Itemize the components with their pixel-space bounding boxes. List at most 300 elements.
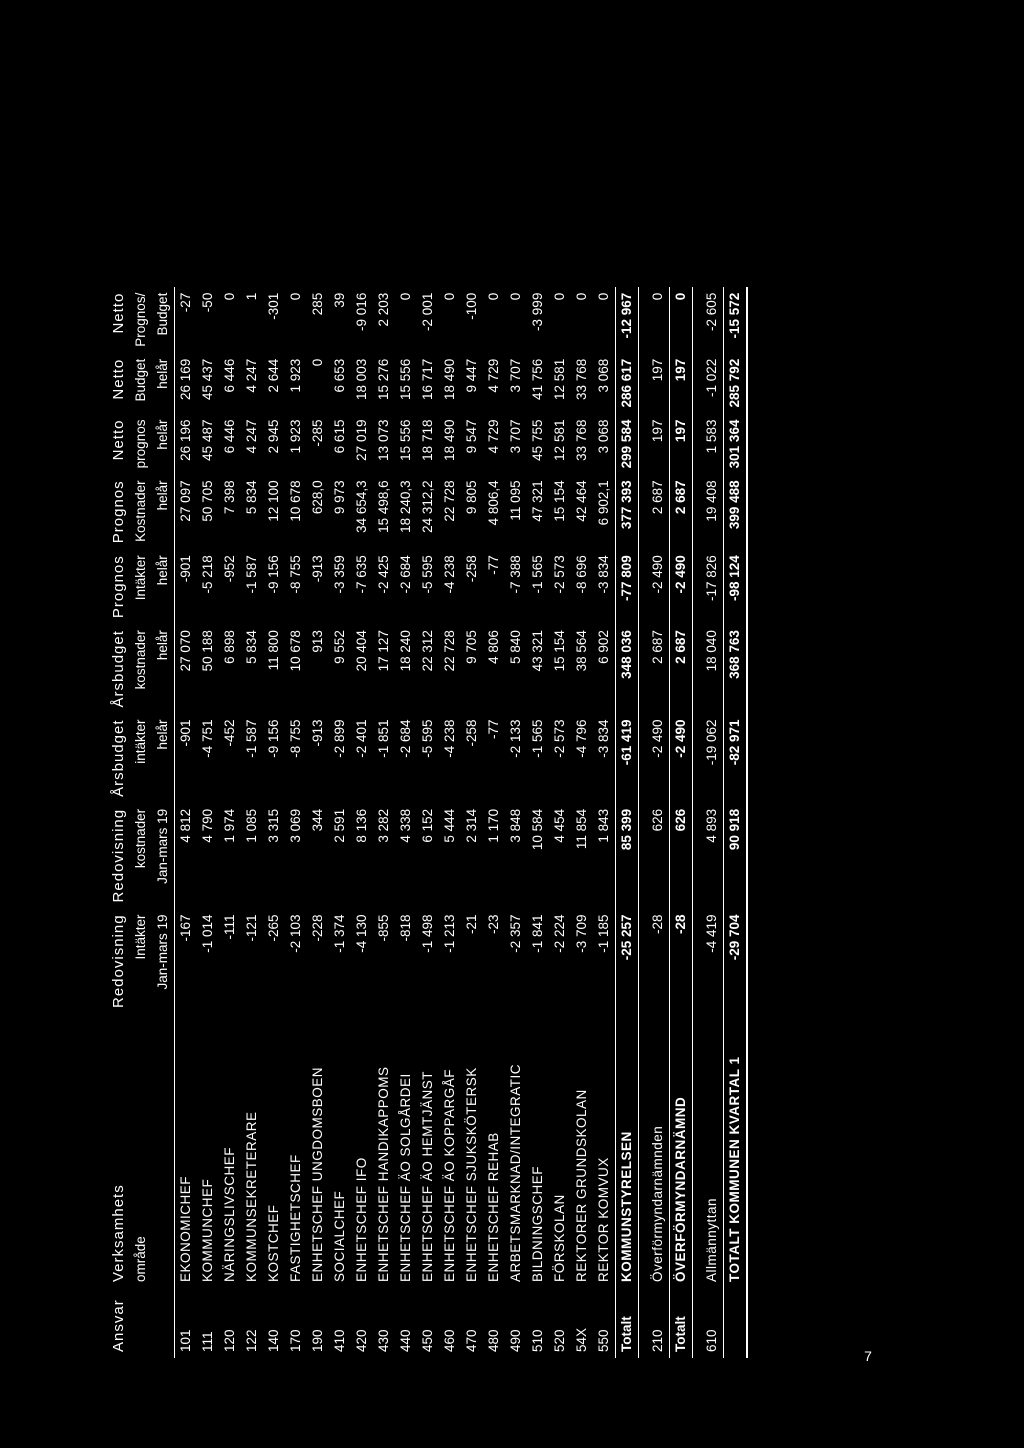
table-row — [241, 287, 263, 1358]
total-row — [670, 287, 693, 1358]
value-cell: -111 — [222, 914, 237, 940]
value-cell: -27 — [178, 292, 193, 313]
value-cell: 50 188 — [200, 630, 215, 672]
value-cell: 3 068 — [596, 419, 611, 454]
value-cell: -2 425 — [376, 555, 391, 594]
value-cell: 2 687 — [650, 630, 665, 664]
value-cell: 4 790 — [200, 808, 215, 843]
ansvar-code: 610 — [704, 1329, 719, 1352]
ansvar-code: 410 — [332, 1329, 347, 1352]
ansvar-code: 210 — [650, 1329, 665, 1352]
value-cell: 42 464 — [574, 480, 589, 522]
ansvar-code: 170 — [288, 1329, 303, 1352]
value-cell: -77 — [486, 719, 501, 739]
ansvar-code: Totalt — [670, 1288, 693, 1358]
value-cell: 13 073 — [376, 419, 391, 461]
value-cell: 3 069 — [288, 808, 303, 843]
verksamhet-name: KOMMUNSEKRETERARE — [244, 1111, 259, 1282]
value-cell: 26 169 — [178, 358, 193, 401]
value-cell: 27 097 — [178, 480, 193, 522]
value-cell: 0 — [288, 292, 303, 301]
value-cell: -28 — [650, 914, 665, 934]
value-cell: 1 085 — [244, 808, 259, 843]
value-cell: 39 — [332, 292, 347, 308]
value-cell: -1 014 — [200, 914, 215, 953]
value-cell: 9 547 — [464, 419, 479, 454]
ansvar-code: 140 — [266, 1329, 281, 1352]
value-cell: -2 103 — [288, 914, 303, 953]
value-cell: 0 — [596, 292, 611, 301]
value-cell: 19 408 — [704, 480, 719, 522]
ansvar-code: 122 — [244, 1329, 259, 1352]
value-cell: 4 247 — [244, 358, 259, 393]
rotated-report-sheet — [0, 46, 940, 1436]
budget-report-table — [108, 287, 748, 1358]
verksamhet-name: FÖRSKOLAN — [552, 1194, 567, 1282]
table-row — [439, 287, 461, 1358]
value-cell: 285 — [310, 292, 325, 316]
value-cell: 6 902 — [596, 630, 611, 664]
value-cell: 285 792 — [724, 353, 748, 414]
verksamhet-name: ARBETSMARKNAD/INTEGRATIC — [508, 1063, 523, 1282]
value-cell: 4 247 — [244, 419, 259, 454]
value-cell: 7 398 — [222, 480, 237, 515]
value-cell: 0 — [398, 292, 413, 301]
value-cell: -1 213 — [442, 914, 457, 953]
value-cell: 24 312,2 — [420, 480, 435, 533]
value-cell: 2 591 — [332, 808, 347, 843]
value-cell: 6 902,1 — [596, 480, 611, 526]
value-cell: 18 490 — [442, 419, 457, 461]
value-cell: 4 729 — [486, 358, 501, 393]
value-cell: 18 040 — [704, 630, 719, 672]
verksamhet-name: ENHETSCHEF ÄO KOPPARGÅF — [442, 1068, 457, 1282]
spacer-row — [693, 287, 702, 1358]
value-cell: -4 419 — [704, 914, 719, 953]
value-cell: 399 488 — [724, 474, 748, 549]
value-cell: -25 257 — [616, 908, 639, 1014]
value-cell: -21 — [464, 914, 479, 934]
value-cell: 3 707 — [508, 358, 523, 393]
header-col-7-l1: Netto — [110, 419, 127, 461]
value-cell: 6 653 — [332, 358, 347, 393]
verksamhet-name: ENHETSCHEF HANDIKAPPOMS — [376, 1066, 391, 1282]
verksamhet-name: NÄRINGSLIVSCHEF — [222, 1146, 237, 1282]
verksamhet-name: KOSTCHEF — [266, 1204, 281, 1282]
value-cell: -4 238 — [442, 719, 457, 758]
table-row — [417, 287, 439, 1358]
value-cell: 12 581 — [552, 419, 567, 461]
ansvar-code: 190 — [310, 1329, 325, 1352]
value-cell: 4 806,4 — [486, 480, 501, 526]
verksamhet-name: ENHETSCHEF IFO — [354, 1157, 369, 1282]
table-row — [351, 287, 373, 1358]
header-row-3 — [152, 287, 175, 1358]
value-cell: -5 595 — [420, 555, 435, 594]
header-col-8-l2: Budget — [133, 358, 148, 402]
value-cell: -50 — [200, 292, 215, 313]
value-cell: 8 136 — [354, 808, 369, 843]
value-cell: 33 768 — [574, 358, 589, 401]
value-cell: -901 — [178, 719, 193, 747]
value-cell: -77 809 — [616, 549, 639, 624]
header-col-6-l3: helår — [152, 474, 175, 549]
value-cell: 34 654,3 — [354, 480, 369, 533]
value-cell: -258 — [464, 719, 479, 747]
header-col-8-l3: helår — [152, 353, 175, 414]
value-cell: 368 763 — [724, 624, 748, 713]
value-cell: -8 755 — [288, 719, 303, 758]
ansvar-code: 440 — [398, 1329, 413, 1352]
value-cell: 45 487 — [200, 419, 215, 461]
value-cell: -3 834 — [596, 719, 611, 758]
value-cell: 626 — [650, 808, 665, 832]
value-cell: 18 240,3 — [398, 480, 413, 533]
table-row — [219, 287, 241, 1358]
value-cell: 18 718 — [420, 419, 435, 461]
value-cell: -258 — [464, 555, 479, 583]
value-cell: -15 572 — [724, 287, 748, 353]
value-cell: -2 899 — [332, 719, 347, 758]
verksamhet-name: ENHETSCHEF ÄO HEMTJÄNST — [420, 1070, 435, 1282]
value-cell: 15 154 — [552, 630, 567, 672]
header-ansvar: Ansvar — [110, 1299, 127, 1352]
value-cell: 286 617 — [616, 353, 639, 414]
verksamhet-name: SOCIALCHEF — [332, 1190, 347, 1282]
table-row — [285, 287, 307, 1358]
value-cell: 0 — [552, 292, 567, 301]
table-row — [549, 287, 571, 1358]
value-cell: -2 684 — [398, 719, 413, 758]
ansvar-code: 111 — [200, 1331, 215, 1352]
ansvar-code: 520 — [552, 1329, 567, 1352]
value-cell: -8 755 — [288, 555, 303, 594]
value-cell: 18 490 — [442, 358, 457, 401]
value-cell: 18 240 — [398, 630, 413, 672]
value-cell: 1 — [244, 292, 259, 301]
value-cell: 22 312 — [420, 630, 435, 672]
ansvar-code: 480 — [486, 1329, 501, 1352]
value-cell: -5 595 — [420, 719, 435, 758]
value-cell: -3 834 — [596, 555, 611, 594]
value-cell: -2 684 — [398, 555, 413, 594]
table-row — [175, 287, 198, 1358]
value-cell: 348 036 — [616, 624, 639, 713]
value-cell: -1 185 — [596, 914, 611, 953]
value-cell: 4 729 — [486, 419, 501, 454]
value-cell: -265 — [266, 914, 281, 942]
value-cell: 6 615 — [332, 419, 347, 454]
table-body — [175, 287, 748, 1358]
value-cell: 18 003 — [354, 358, 369, 401]
ansvar-code: 470 — [464, 1329, 479, 1352]
value-cell: 0 — [486, 292, 501, 301]
value-cell: -3 709 — [574, 914, 589, 953]
value-cell: -12 967 — [616, 287, 639, 353]
value-cell: 0 — [650, 292, 665, 301]
verksamhet-name: REKTOR KOMVUX — [596, 1157, 611, 1282]
value-cell: 3 068 — [596, 358, 611, 393]
verksamhet-name: ENHETSCHEF ÄO SOLGÅRDEI — [398, 1073, 413, 1282]
header-col-8-l1: Netto — [110, 358, 127, 400]
verksamhet-name: KOMMUNCHEF — [200, 1178, 215, 1282]
value-cell: -1 587 — [244, 719, 259, 758]
value-cell: -98 124 — [724, 549, 748, 624]
value-cell: 10 678 — [288, 480, 303, 522]
value-cell: 15 556 — [398, 419, 413, 461]
value-cell: 4 812 — [178, 808, 193, 843]
table-row — [329, 287, 351, 1358]
value-cell: 377 393 — [616, 474, 639, 549]
ansvar-code: 54X — [574, 1327, 589, 1352]
value-cell: -9 156 — [266, 719, 281, 758]
header-col-6-l2: Kostnader — [133, 480, 148, 542]
header-verksamhet: Verksamhets — [110, 1184, 127, 1282]
value-cell: 6 446 — [222, 419, 237, 454]
table-row — [373, 287, 395, 1358]
ansvar-code: 510 — [530, 1329, 545, 1352]
table-row — [647, 287, 670, 1358]
value-cell: -2 224 — [552, 914, 567, 953]
value-cell: -2 133 — [508, 719, 523, 758]
verksamhet-name: ENHETSCHEF REHAB — [486, 1132, 501, 1282]
value-cell: 3 707 — [508, 419, 523, 454]
ansvar-code: 420 — [354, 1329, 369, 1352]
value-cell: 5 444 — [442, 808, 457, 843]
value-cell: -77 — [486, 555, 501, 575]
value-cell: -1 851 — [376, 719, 391, 758]
value-cell: 6 898 — [222, 630, 237, 664]
verksamhet-name: ENHETSCHEF UNGDOMSBOEN — [310, 1066, 325, 1282]
value-cell: -61 419 — [616, 713, 639, 802]
header-col-4-l2: kostnader — [133, 630, 148, 690]
value-cell: -452 — [222, 719, 237, 747]
ansvar-code: 550 — [596, 1329, 611, 1352]
value-cell: 0 — [508, 292, 523, 301]
value-cell: 90 918 — [724, 803, 748, 909]
verksamhet-name: Överförmyndarnämnden — [650, 1125, 665, 1282]
value-cell: -1 374 — [332, 914, 347, 953]
ansvar-code: 490 — [508, 1329, 523, 1352]
value-cell: -2 573 — [552, 719, 567, 758]
ansvar-code: 430 — [376, 1329, 391, 1352]
value-cell: -1 565 — [530, 555, 545, 594]
value-cell: 197 — [650, 358, 665, 382]
value-cell: 2 644 — [266, 358, 281, 393]
value-cell: 4 806 — [486, 630, 501, 664]
value-cell: -2 490 — [650, 555, 665, 594]
value-cell: 10 678 — [288, 630, 303, 672]
value-cell: 9 705 — [464, 630, 479, 664]
ansvar-code — [724, 1288, 748, 1358]
value-cell: -913 — [310, 555, 325, 583]
ansvar-code: 101 — [178, 1329, 193, 1352]
value-cell: 15 276 — [376, 358, 391, 401]
value-cell: 3 282 — [376, 808, 391, 843]
value-cell: 5 834 — [244, 630, 259, 664]
value-cell: 197 — [650, 419, 665, 443]
value-cell: -2 490 — [670, 549, 693, 624]
verksamhet-name: ENHETSCHEF SJUKSKÖTERSK — [464, 1067, 479, 1282]
value-cell: 11 854 — [574, 808, 589, 850]
value-cell: -23 — [486, 914, 501, 934]
header-col-7-l3: helår — [152, 414, 175, 475]
value-cell: 20 404 — [354, 630, 369, 672]
value-cell: 5 840 — [508, 630, 523, 664]
header-col-2-l3: Jan-mars 19 — [152, 803, 175, 909]
value-cell: -952 — [222, 555, 237, 583]
header-row-1 — [108, 287, 130, 1358]
ansvar-code: 120 — [222, 1329, 237, 1352]
value-cell: -7 388 — [508, 555, 523, 594]
value-cell: 2 945 — [266, 419, 281, 454]
value-cell: -100 — [464, 292, 479, 320]
header-col-4-l3: helår — [152, 624, 175, 713]
value-cell: 50 705 — [200, 480, 215, 522]
value-cell: 1 170 — [486, 808, 501, 843]
page-number: 7 — [864, 1348, 872, 1365]
value-cell: 11 095 — [508, 480, 523, 521]
header-col-5-l3: helår — [152, 549, 175, 624]
value-cell: 9 552 — [332, 630, 347, 664]
ansvar-code: 450 — [420, 1329, 435, 1352]
verksamhet-name: KOMMUNSTYRELSEN — [616, 1014, 639, 1288]
value-cell: -4 130 — [354, 914, 369, 953]
value-cell: 9 973 — [332, 480, 347, 515]
value-cell: -9 016 — [354, 292, 369, 331]
value-cell: -8 696 — [574, 555, 589, 594]
value-cell: 1 923 — [288, 358, 303, 393]
value-cell: 33 768 — [574, 419, 589, 461]
value-cell: -2 401 — [354, 719, 369, 758]
header-col-3-l3: helår — [152, 713, 175, 802]
header-col-1-l2: Intäkter — [133, 914, 148, 960]
value-cell: 2 203 — [376, 292, 391, 327]
value-cell: -1 498 — [420, 914, 435, 953]
header-col-2-l1: Redovisning — [110, 808, 127, 903]
value-cell: -3 999 — [530, 292, 545, 331]
grand-row — [724, 287, 748, 1358]
value-cell: 10 584 — [530, 808, 545, 851]
table-row — [571, 287, 593, 1358]
value-cell: -28 — [670, 908, 693, 1014]
header-row-2 — [130, 287, 152, 1358]
value-cell: 344 — [310, 808, 325, 832]
verksamhet-name: BILDNINGSCHEF — [530, 1165, 545, 1282]
value-cell: -913 — [310, 719, 325, 747]
spacer-row — [639, 287, 648, 1358]
value-cell: 38 564 — [574, 630, 589, 672]
verksamhet-name: ÖVERFÖRMYNDARNÄMND — [670, 1014, 693, 1288]
value-cell: -167 — [178, 914, 193, 942]
header-col-5-l2: Intäkter — [133, 555, 148, 601]
value-cell: 1 583 — [704, 419, 719, 454]
table-row — [263, 287, 285, 1358]
header-col-9-l1: Netto — [110, 292, 127, 334]
header-col-3-l2: intäkter — [133, 719, 148, 764]
value-cell: -1 565 — [530, 719, 545, 758]
value-cell: 0 — [310, 358, 325, 367]
value-cell: 26 196 — [178, 419, 193, 461]
value-cell: -82 971 — [724, 713, 748, 802]
value-cell: 0 — [670, 287, 693, 353]
value-cell: 626 — [670, 803, 693, 909]
total-row — [616, 287, 639, 1358]
value-cell: 12 581 — [552, 358, 567, 401]
value-cell: 2 687 — [650, 480, 665, 515]
value-cell: 16 717 — [420, 358, 435, 401]
value-cell: -285 — [310, 419, 325, 447]
value-cell: -2 573 — [552, 555, 567, 594]
value-cell: 197 — [670, 414, 693, 475]
value-cell: 47 321 — [530, 480, 545, 522]
value-cell: 15 556 — [398, 358, 413, 401]
value-cell: 12 100 — [266, 480, 281, 522]
value-cell: 11 800 — [266, 630, 281, 671]
value-cell: 27 019 — [354, 419, 369, 461]
table-row — [307, 287, 329, 1358]
ansvar-code: 460 — [442, 1329, 457, 1352]
header-col-5-l1: Prognos — [110, 555, 127, 619]
header-col-1-l3: Jan-mars 19 — [152, 908, 175, 1014]
value-cell: 22 728 — [442, 480, 457, 522]
value-cell: -19 062 — [704, 719, 719, 766]
value-cell: 301 364 — [724, 414, 748, 475]
value-cell: -4 796 — [574, 719, 589, 758]
value-cell: 1 974 — [222, 808, 237, 843]
value-cell: 6 152 — [420, 808, 435, 843]
value-cell: -17 826 — [704, 555, 719, 602]
value-cell: -1 022 — [704, 358, 719, 397]
value-cell: 1 843 — [596, 808, 611, 843]
header-col-2-l2: kostnader — [133, 808, 148, 869]
table-row — [593, 287, 616, 1358]
value-cell: 3 848 — [508, 808, 523, 843]
value-cell: 45 755 — [530, 419, 545, 461]
value-cell: -228 — [310, 914, 325, 942]
ansvar-code: Totalt — [616, 1288, 639, 1358]
value-cell: 197 — [670, 353, 693, 414]
value-cell: -5 218 — [200, 555, 215, 594]
header-verksamhet-2: område — [133, 1236, 148, 1282]
value-cell: 6 446 — [222, 358, 237, 393]
value-cell: -1 841 — [530, 914, 545, 953]
value-cell: 299 584 — [616, 414, 639, 475]
value-cell: 0 — [222, 292, 237, 301]
value-cell: 22 728 — [442, 630, 457, 672]
value-cell: 17 127 — [376, 630, 391, 672]
value-cell: 2 687 — [670, 624, 693, 713]
value-cell: -855 — [376, 914, 391, 942]
value-cell: 1 923 — [288, 419, 303, 454]
value-cell: -4 751 — [200, 719, 215, 758]
value-cell: -7 635 — [354, 555, 369, 594]
value-cell: -2 357 — [508, 914, 523, 953]
value-cell: 913 — [310, 630, 325, 653]
verksamhet-name: EKONOMICHEF — [178, 1175, 193, 1282]
value-cell: -1 587 — [244, 555, 259, 594]
value-cell: -2 605 — [704, 292, 719, 331]
value-cell: 628,0 — [310, 480, 325, 515]
value-cell: 41 756 — [530, 358, 545, 401]
table-row — [701, 287, 724, 1358]
value-cell: -121 — [244, 914, 259, 942]
value-cell: 43 321 — [530, 630, 545, 672]
table-row — [505, 287, 527, 1358]
header-col-3-l1: Årsbudget — [110, 719, 127, 797]
value-cell: -301 — [266, 292, 281, 320]
value-cell: 85 399 — [616, 803, 639, 909]
